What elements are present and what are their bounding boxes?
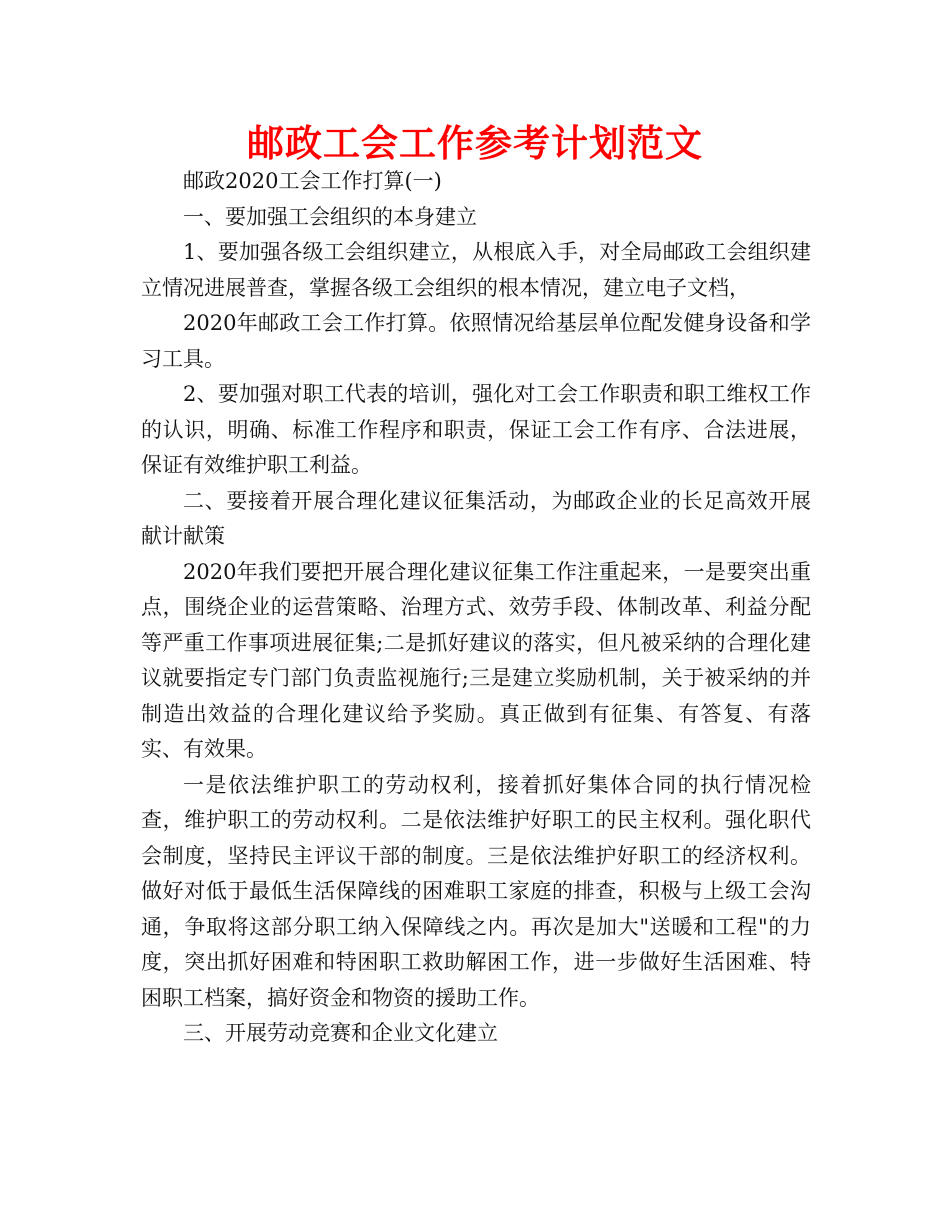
paragraph: 2020年邮政工会工作打算。依照情况给基层单位配发健身设备和学习工具。: [141, 311, 811, 371]
paragraph: 邮政2020工会工作打算(一): [183, 169, 442, 193]
paragraph: 一是依法维护职工的劳动权利，接着抓好集体合同的执行情况检查，维护职工的劳动权利。二是依法维护好职工的民主权利。强化职代会制度，坚持民主评议干部的制度。三是依法维护好职工的经济权利。做好对低于最低生活保障线的困难职工家庭的排查，积极与上级工会沟通，争取将这部分职工纳入保障线之内。再次是加大"送暖和工程"的力度，突出抓好困难和特困职工救助解困工作，进一步做好生活困难、特困职工档案，搞好资金和物资的援助工作。: [141, 772, 811, 1010]
paragraph: 2、要加强对职工代表的培训，强化对工会工作职责和职工维权工作的认识，明确、标准工作程序和职责，保证工会工作有序、合法进展，保证有效维护职工利益。: [141, 382, 811, 477]
paragraph: 1、要加强各级工会组织建立，从根底入手，对全局邮政工会组织建立情况进展普查，掌握各级工会组织的根本情况，建立电子文档，: [141, 240, 811, 300]
paragraph: 2020年我们要把开展合理化建议征集工作注重起来，一是要突出重点，围绕企业的运营策略、治理方式、效劳手段、体制改革、利益分配等严重工作事项进展征集;二是抓好建议的落实，但凡被采纳的合理化建议就要指定专门部门负责监视施行;三是建立奖励机制，关于被采纳的并制造出效益的合理化建议给予奖励。真正做到有征集、有答复、有落实、有效果。: [141, 559, 811, 761]
document-title: 邮政工会工作参考计划范文: [247, 122, 703, 165]
paragraph: 三、开展劳动竞赛和企业文化建立: [183, 1021, 498, 1045]
document-body: [141, 164, 811, 1052]
paragraph: 二、要接着开展合理化建议征集活动，为邮政企业的长足高效开展献计献策: [141, 488, 811, 548]
paragraph: 一、要加强工会组织的本身建立: [183, 204, 477, 229]
